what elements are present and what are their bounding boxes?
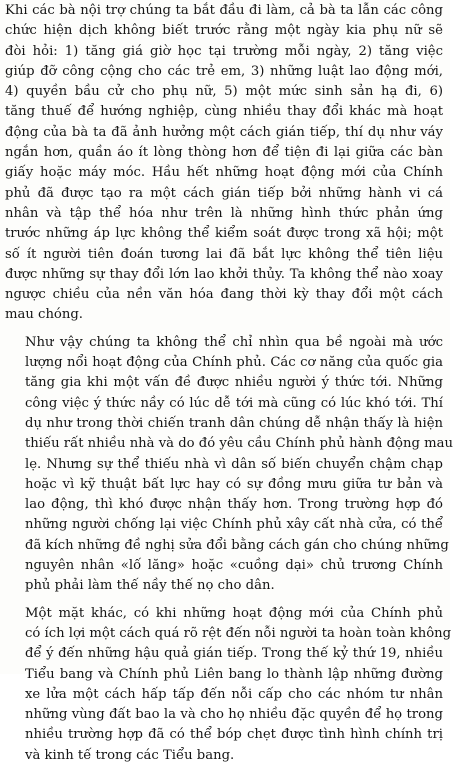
text-line: nhiều trường hợp đã có thể bóp chẹt được tình hình chính trị xyxy=(25,727,443,743)
text-line: giúp đỡ công cộng cho các trẻ em, 3) những luật lao động mới, xyxy=(5,63,443,79)
text-line: Tiểu bang và Chính phủ Liên bang lo thành lập những đường xyxy=(25,666,443,682)
text-line: lẹ. Nhưng sự thể thiếu nhà vì dân số biến chuyển chậm chạp xyxy=(25,456,443,472)
text-line: giấy hoặc máy móc. Hầu hết những hoạt động mới của Chính xyxy=(5,165,443,181)
text-line: lao động, thì khó được nhận thấy hơn. Trong trường hợp đó xyxy=(25,497,443,513)
text-line: và kinh tế trong các Tiểu bang. xyxy=(25,747,235,763)
text-line: động của bà ta đã ảnh hưởng một cách gián tiếp, thí dụ như váy xyxy=(5,124,443,140)
text-line: phủ phải làm thế nầy thế nọ cho dân. xyxy=(25,578,275,594)
text-line: Như vậy chúng ta không thể chỉ nhìn qua bề ngoài mà ước xyxy=(25,334,443,350)
text-line: lượng nổi hoạt động của Chính phủ. Các cơ năng của quốc gia xyxy=(25,355,443,371)
text-line: hoặc vì kỹ thuật bất lực hay có sự đồng mưu giữa tư bản và xyxy=(25,476,443,492)
text-line: đã kích những đề nghị sửa đổi bằng cách gán cho chúng những xyxy=(25,537,449,553)
text-line: số ít người tiên đoán tương lai đã bắt lực không thể tiên liệu xyxy=(5,246,443,262)
text-line: công việc ý thức nầy có lúc dễ tới mà cũng có lúc khó tới. Thí xyxy=(25,395,443,411)
body-text xyxy=(5,1,453,766)
paragraph-1 xyxy=(5,1,443,326)
text-line: ngược chiều của nền văn hóa đang thời kỳ thay đổi một cách xyxy=(5,287,443,303)
text-line: tăng gia khi một vấn đề được nhiều người ý thức tới. Những xyxy=(25,375,443,391)
text-line: nhân và tập thể hóa như trên là những hình thức phản ứng xyxy=(5,205,443,221)
text-line: có ích lợi một cách quá rõ rệt đến nỗi người ta hoàn toàn không xyxy=(25,625,452,641)
paragraph-3 xyxy=(5,604,452,766)
text-line: Một mặt khác, có khi những hoạt động mới của Chính phủ xyxy=(25,605,443,621)
text-line: Khi các bà nội trợ chúng ta bắt đầu đi làm, cả bà ta lẫn các công xyxy=(5,3,443,18)
text-line: chức hiện dịch không biết trước rằng một ngày kia phụ nữ sẽ xyxy=(5,23,443,39)
text-line: được những sự thay đổi lớn lao khởi thủy. Ta không thể nào xoay xyxy=(5,266,443,282)
text-line: những vùng đất bao la và cho họ nhiều đặc quyền để họ trong xyxy=(25,707,443,723)
text-line: những người chống lại việc Chính phủ xây cất nhà cửa, có thể xyxy=(25,517,443,533)
text-line: nguyên nhân «lố lăng» hoặc «cuồng dại» chủ trương Chính xyxy=(25,558,443,574)
text-line: ngắn hơn, quần áo ít lòng thòng hơn để tiện đi lại giữa các bàn xyxy=(5,145,443,161)
text-line: tăng thuế để hướng nghiệp, cùng nhiều thay đổi khác mà hoạt xyxy=(5,104,443,120)
paragraph-2 xyxy=(5,333,453,597)
text-line: phủ đã được tạo ra một cách gián tiếp bởi những hành vi cá xyxy=(5,185,443,201)
text-line: mau chóng. xyxy=(5,307,83,323)
text-line: để ý đến những hậu quả gián tiếp. Trong thế kỷ thứ 19, nhiều xyxy=(25,646,443,662)
text-line: dụ như trong thời chiến tranh dân chúng dễ nhận thấy là hiện xyxy=(25,415,443,431)
text-line: trước những áp lực không thể kiểm soát được trong xã hội; một xyxy=(5,226,443,242)
text-line: thiếu rất nhiều nhà và do đó yêu cầu Chính phủ hành động mau xyxy=(25,436,453,452)
text-line: 4) quyền bầu cử cho phụ nữ, 5) một mức sinh sản hạ đi, 6) xyxy=(5,84,443,100)
text-line: đòi hỏi: 1) tăng giá giờ học tại trường mỗi ngày, 2) tăng việc xyxy=(5,43,443,59)
text-line: xe lửa một cách hấp tấp đến nỗi cấp cho các nhóm tư nhân xyxy=(25,686,443,702)
